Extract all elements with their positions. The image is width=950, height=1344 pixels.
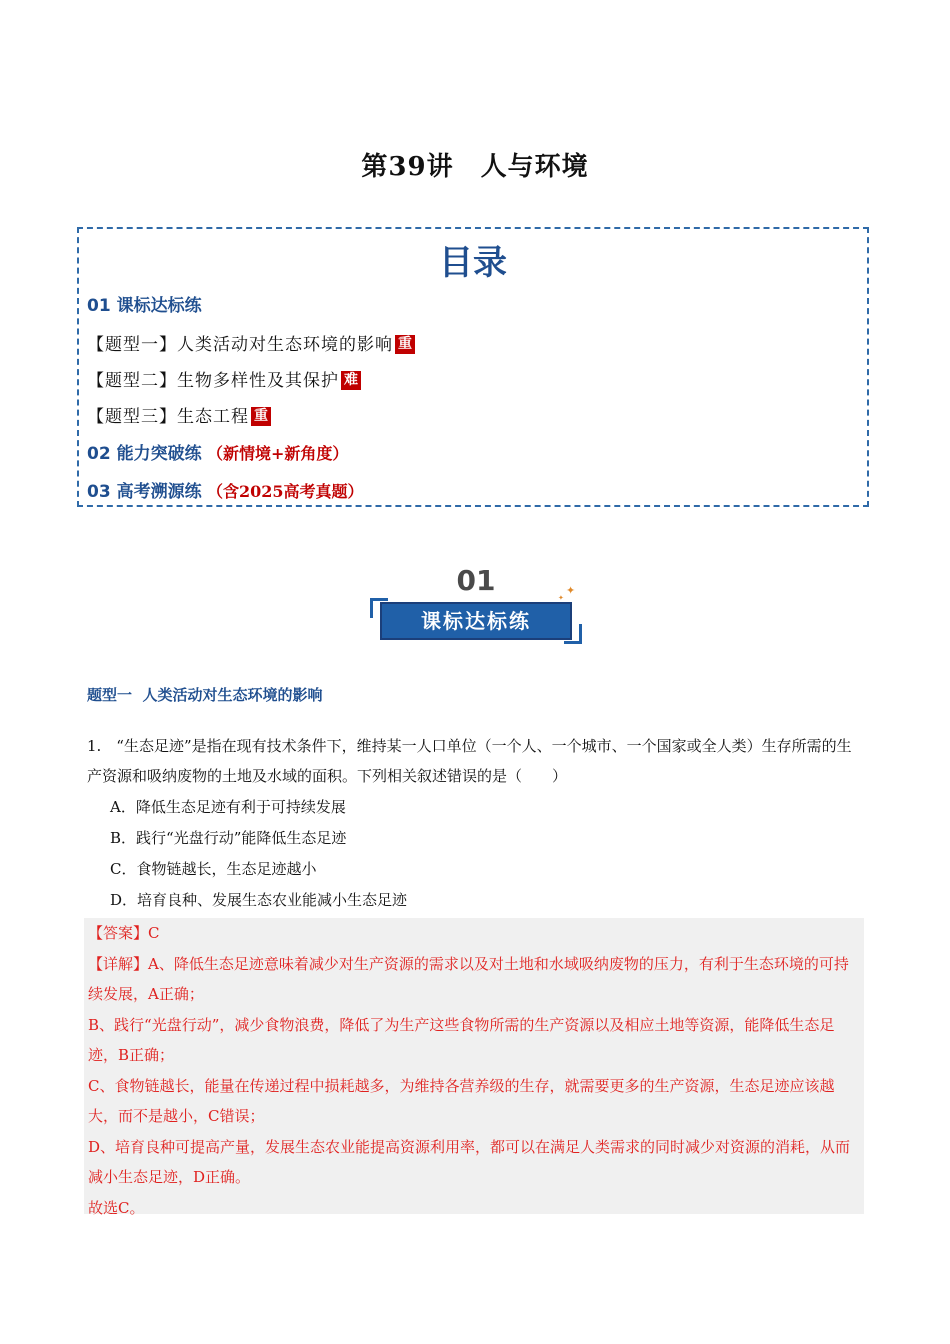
toc-item-label: 【题型二】生物多样性及其保护 xyxy=(87,371,339,391)
option-d[interactable]: D．培育良种、发展生态农业能减小生态足迹 xyxy=(110,891,408,909)
difficulty-tag: 重 xyxy=(251,407,271,426)
option-c[interactable]: C．食物链越长，生态足迹越小 xyxy=(110,860,317,878)
answer-panel xyxy=(84,918,864,1217)
option-b[interactable]: B．践行“光盘行动”能降低生态足迹 xyxy=(110,829,347,847)
question-type-title: 题型一 人类活动对生态环境的影响 xyxy=(87,686,323,704)
page-title: 第39讲 人与环境 xyxy=(361,152,589,182)
toc-section-label: 01 课标达标练 xyxy=(87,296,202,316)
difficulty-tag: 难 xyxy=(341,371,361,390)
sparkle-icon: ✦ xyxy=(558,594,564,602)
toc-section-note: （新情境+新角度） xyxy=(206,444,349,463)
table-of-contents xyxy=(77,227,869,507)
answer-detail: D、培育良种可提高产量，发展生态农业能提高资源利用率，都可以在满足人类需求的同时减少对资源的消耗，从而减小生态足迹，D正确。 xyxy=(88,1137,851,1186)
toc-item-type-1[interactable] xyxy=(87,330,415,355)
badge-label: 课标达标练 xyxy=(421,609,531,633)
question-stem: 1. “生态足迹”是指在现有技术条件下，维持某一人口单位（一个人、一个城市、一个国家或全人类）生存所需的生产资源和吸纳废物的土地及水域的面积。下列相关叙述错误的是（ ） xyxy=(87,737,852,785)
option-a[interactable]: A．降低生态足迹有利于可持续发展 xyxy=(110,798,346,816)
badge-number: 01 xyxy=(456,564,496,597)
answer-detail: B、践行“光盘行动”，减少食物浪费，降低了为生产这些食物所需的生产资源以及相应土地等资源，能降低生态足迹，B正确； xyxy=(88,1015,835,1064)
toc-section-2[interactable] xyxy=(87,439,348,464)
toc-section-label: 03 高考溯源练 xyxy=(87,482,202,502)
answer-detail: 【详解】A、降低生态足迹意味着减少对生产资源的需求以及对土地和水域吸纳废物的压力，有利于生态环境的可持续发展，A正确； xyxy=(88,954,849,1003)
answer-conclusion: 故选C。 xyxy=(88,1198,145,1217)
toc-item-label: 【题型一】人类活动对生态环境的影响 xyxy=(87,335,393,355)
badge-corner-line xyxy=(370,598,373,618)
answer-detail: C、食物链越长，能量在传递过程中损耗越多，为维持各营养级的生存，就需要更多的生产资源，生态足迹应该越大，而不是越小，C错误； xyxy=(88,1076,835,1125)
section-badge xyxy=(370,564,582,646)
badge-corner-line xyxy=(370,598,388,601)
toc-item-type-3[interactable] xyxy=(87,402,271,427)
difficulty-tag: 重 xyxy=(395,335,415,354)
toc-item-type-2[interactable] xyxy=(87,366,361,391)
toc-heading: 目录 xyxy=(439,243,507,283)
toc-item-label: 【题型三】生态工程 xyxy=(87,407,249,427)
badge-banner xyxy=(380,602,572,640)
toc-section-3[interactable] xyxy=(87,477,364,502)
toc-section-1[interactable] xyxy=(87,291,202,316)
sparkle-icon: ✦ xyxy=(566,584,576,597)
toc-section-label: 02 能力突破练 xyxy=(87,444,202,464)
badge-corner-line xyxy=(564,641,582,644)
toc-section-note: （含2025高考真题） xyxy=(206,482,364,501)
answer-line: 【答案】C xyxy=(88,924,160,942)
